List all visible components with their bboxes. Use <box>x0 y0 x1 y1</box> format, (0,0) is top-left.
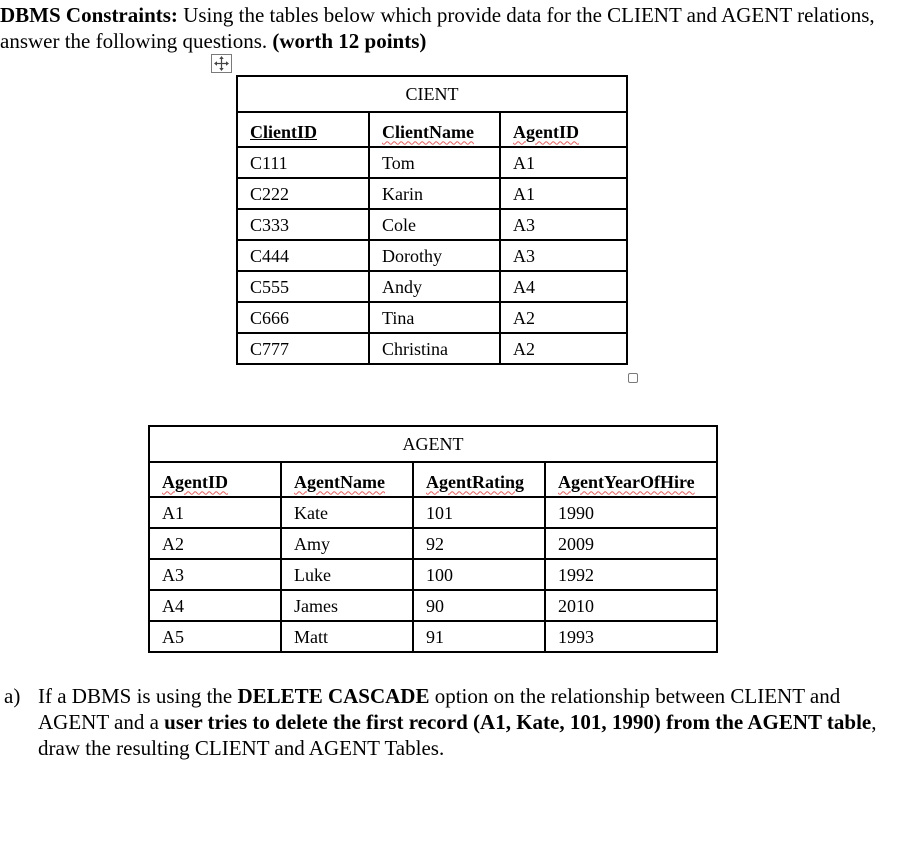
client-header-cell <box>237 112 369 147</box>
agent-header-row <box>149 462 717 497</box>
client-header-cell <box>500 112 627 147</box>
instructions-text: Using the tables below which provide data for the CLIENT and AGENT relations, answer the following questions. <box>0 3 875 53</box>
client-cell: Tom <box>369 147 500 178</box>
agent-cell: James <box>281 590 413 621</box>
header-agentname: AgentName <box>294 471 385 492</box>
client-table-caption: CIENT <box>237 76 627 112</box>
client-cell: C222 <box>237 178 369 209</box>
question-emphasis: user tries to delete the first record (A1, Kate, 101, 1990) from the AGENT table <box>164 710 872 734</box>
client-cell: Tina <box>369 302 500 333</box>
agent-cell: 100 <box>413 559 545 590</box>
client-row <box>237 209 627 240</box>
client-table <box>236 75 628 365</box>
header-agentid: AgentID <box>513 121 579 142</box>
instructions-paragraph <box>0 2 900 54</box>
agent-cell: Kate <box>281 497 413 528</box>
client-row <box>237 178 627 209</box>
agent-header-cell <box>545 462 717 497</box>
client-cell: A4 <box>500 271 627 302</box>
agent-row <box>149 497 717 528</box>
client-cell: C777 <box>237 333 369 364</box>
agent-row <box>149 590 717 621</box>
agent-cell: 92 <box>413 528 545 559</box>
points-note: (worth 12 points) <box>272 29 427 53</box>
agent-cell: A1 <box>149 497 281 528</box>
agent-row <box>149 559 717 590</box>
agent-cell: 90 <box>413 590 545 621</box>
client-row <box>237 147 627 178</box>
question-text <box>38 683 880 761</box>
client-header-cell <box>369 112 500 147</box>
agent-header-cell <box>413 462 545 497</box>
client-cell: A2 <box>500 333 627 364</box>
agent-cell: Amy <box>281 528 413 559</box>
table-resize-handle[interactable] <box>628 373 638 383</box>
client-cell: A1 <box>500 178 627 209</box>
table-move-handle[interactable] <box>211 54 232 73</box>
client-cell: C333 <box>237 209 369 240</box>
agent-cell: Matt <box>281 621 413 652</box>
question-part: If a DBMS is using the <box>38 684 238 708</box>
question-emphasis: DELETE CASCADE <box>237 684 430 708</box>
question-part: , draw the resulting CLIENT and AGENT Tables. <box>38 710 877 760</box>
client-cell: C444 <box>237 240 369 271</box>
agent-cell: A2 <box>149 528 281 559</box>
agent-header-cell <box>149 462 281 497</box>
agent-cell: 1990 <box>545 497 717 528</box>
agent-cell: 2009 <box>545 528 717 559</box>
agent-cell: 1992 <box>545 559 717 590</box>
header-clientname: ClientName <box>382 121 474 142</box>
client-cell: A1 <box>500 147 627 178</box>
client-cell: Andy <box>369 271 500 302</box>
agent-cell: 91 <box>413 621 545 652</box>
header-agentrating: AgentRating <box>426 471 524 492</box>
agent-cell: 1993 <box>545 621 717 652</box>
client-row <box>237 333 627 364</box>
client-cell: A2 <box>500 302 627 333</box>
question-part: option on the relationship between CLIENT and AGENT and a <box>38 684 841 734</box>
question-a <box>0 683 880 761</box>
question-label: a) <box>4 684 21 708</box>
agent-table-caption: AGENT <box>149 426 717 462</box>
agent-row <box>149 528 717 559</box>
client-cell: C555 <box>237 271 369 302</box>
client-cell: C666 <box>237 302 369 333</box>
client-cell: C111 <box>237 147 369 178</box>
agent-cell: 2010 <box>545 590 717 621</box>
agent-cell: 101 <box>413 497 545 528</box>
header-agentyearofhire: AgentYearOfHire <box>558 471 695 492</box>
agent-header-cell <box>281 462 413 497</box>
client-row <box>237 302 627 333</box>
agent-cell: A3 <box>149 559 281 590</box>
client-cell: Cole <box>369 209 500 240</box>
client-cell: Dorothy <box>369 240 500 271</box>
client-cell: Christina <box>369 333 500 364</box>
client-row <box>237 271 627 302</box>
move-arrows-icon <box>212 55 231 72</box>
header-agentid: AgentID <box>162 471 228 492</box>
agent-cell: Luke <box>281 559 413 590</box>
client-cell: A3 <box>500 240 627 271</box>
agent-row <box>149 621 717 652</box>
client-header-row <box>237 112 627 147</box>
agent-cell: A5 <box>149 621 281 652</box>
header-clientid: ClientID <box>250 121 317 142</box>
client-cell: A3 <box>500 209 627 240</box>
client-row <box>237 240 627 271</box>
agent-cell: A4 <box>149 590 281 621</box>
client-cell: Karin <box>369 178 500 209</box>
instructions-heading: DBMS Constraints: <box>0 3 178 27</box>
agent-table <box>148 425 718 653</box>
